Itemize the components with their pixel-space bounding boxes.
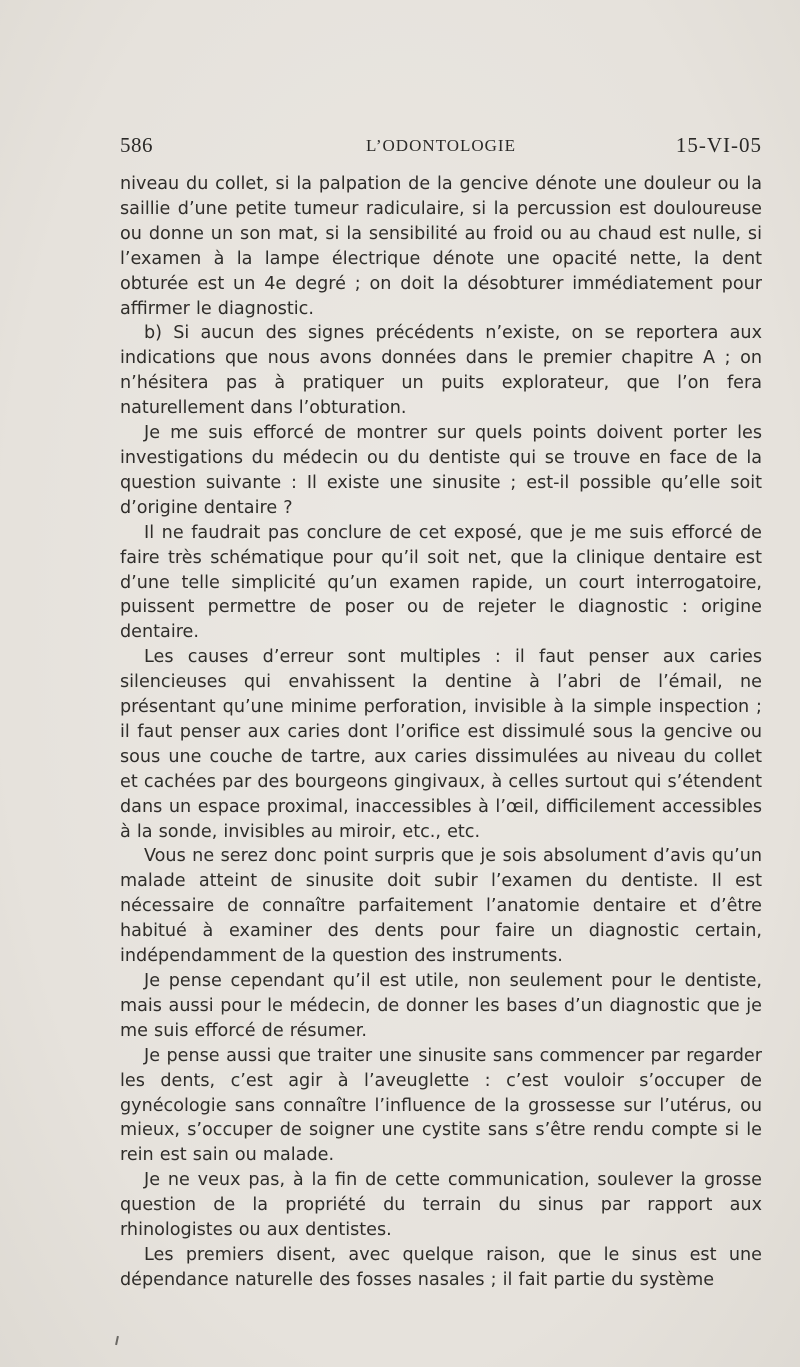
paragraph-2: b) Si aucun des signes précédents n’existe, on se reportera aux indications que nous avons données dans le premier chapitre A ; on n’hésitera pas à pratiquer un puits explorateur, que l’on fera naturellement dans l’obturation. xyxy=(120,323,762,419)
paragraph-4: Il ne faudrait pas conclure de cet exposé, que je me suis efforcé de faire très schématique pour qu’il soit net, que la clinique dentaire est d’une telle simplicité qu’un examen rapide, un court interrogatoire, puissent permettre de poser ou de rejeter le diagnostic : origine dentaire. xyxy=(120,522,762,643)
ink-speck xyxy=(115,1336,119,1345)
paragraph-7: Je pense cependant qu’il est utile, non seulement pour le dentiste, mais aussi pour le médecin, de donner les bases d’un diagnostic que je me suis efforcé de résumer. xyxy=(120,971,762,1041)
paragraph-9: Je ne veux pas, à la fin de cette communication, soulever la grosse question de la propriété du terrain du sinus par rapport aux rhinologistes ou aux dentistes. xyxy=(120,1170,762,1241)
paragraph-6: Vous ne serez donc point surpris que je sois absolument d’avis qu’un malade atteint de sinusite doit subir l’examen du dentiste. Il est nécessaire de connaître parfaitement l’anatomie dentaire et d’être habitué à examiner des dents pour faire un diagnostic certain, indépendamment de la question des instruments. xyxy=(120,846,762,967)
paragraph-1: niveau du collet, si la palpation de la gencive dénote une douleur ou la saillie d’une petite tumeur radiculaire, si la percussion est douloureuse ou donne un son mat, si la sensibilité au froid ou au chaud est nulle, si l’examen à la lampe électrique dénote une opacité nette, la dent obturée est un 4e degré ; on doit la désobturer immédiatement pour affirmer le diagnostic. xyxy=(120,174,762,319)
page-number: 586 xyxy=(120,133,153,157)
issue-date: 15-VI-05 xyxy=(675,133,762,157)
running-title: L’ODONTOLOGIE xyxy=(366,136,516,155)
paragraph-3: Je me suis efforcé de montrer sur quels points doivent porter les investigations du médecin ou du dentiste qui se trouve en face de la question suivante : Il existe une sinusite ; est-il possible qu’elle soit d’origine dentaire ? xyxy=(120,423,762,518)
running-header xyxy=(120,133,762,163)
body-text xyxy=(120,172,762,1293)
paragraph-8: Je pense aussi que traiter une sinusite sans commencer par regarder les dents, c’est agir à l’aveuglette : c’est vouloir s’occuper de gynécologie sans connaître l’influence de la grossesse sur l’utérus, ou mieux, s’occuper de soigner une cystite sans s’être rendu compte si le rein est sain ou malade. xyxy=(120,1045,762,1166)
paragraph-10: Les premiers disent, avec quelque raison, que le sinus est une dépendance naturelle des fosses nasales ; il fait partie du système xyxy=(120,1244,762,1290)
paragraph-5: Les causes d’erreur sont multiples : il faut penser aux caries silencieuses qui envahissent la dentine à l’abri de l’émail, ne présentant qu’une minime perforation, invisible à la simple inspection ; il faut penser aux caries dont l’orifice est dissimulé sous la gencive ou sous une couche de tartre, aux caries dissimulées au niveau du collet et cachées par des bourgeons gingivaux, à celles surtout qui s’étendent dans un espace proximal, inaccessibles à l’œil, difficilement accessibles à la sonde, invisibles au miroir, etc., etc. xyxy=(120,647,762,842)
